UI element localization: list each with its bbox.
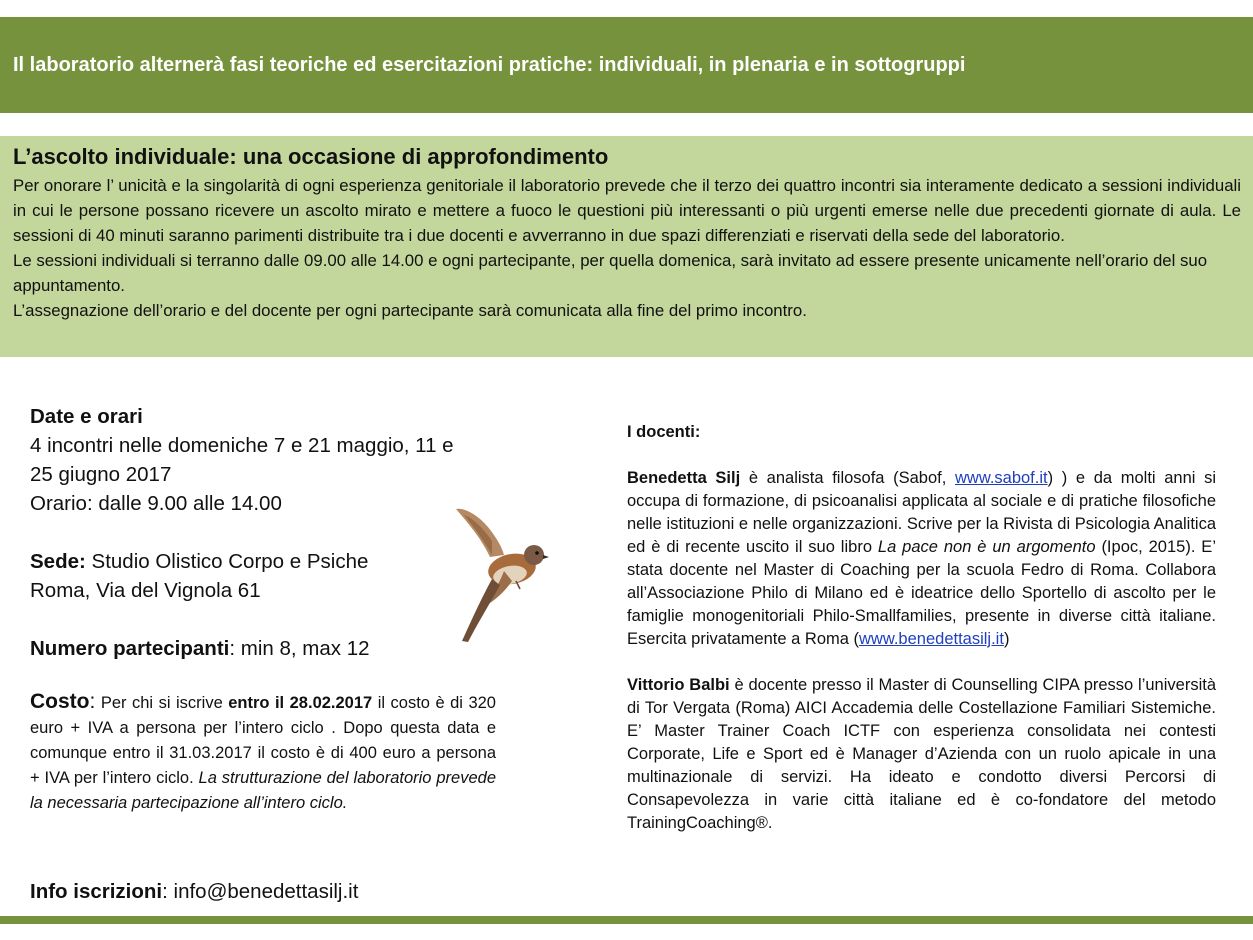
top-banner [0, 17, 1253, 113]
teacher-1-text-b: ) ) e da molti anni si occupa di formazione, di psicoanalisi applicata al sociale e di pratiche filosofiche nelle istituzioni e nelle organizzazioni. Scrive per la Rivista di Psicologia Analitica ed è di recente uscito il suo libro [627, 469, 1216, 556]
teacher-1-text-a: è analista filosofa (Sabof, [740, 469, 955, 487]
participants-value: : min 8, max 12 [229, 637, 370, 660]
listening-section [0, 136, 1253, 357]
listening-paragraph-3: L’assegnazione dell’orario e del docente per ogni partecipante sarà comunicata alla fine del primo incontro. [13, 301, 807, 320]
cost-deadline: entro il 28.02.2017 [228, 694, 373, 712]
cost-note: La strutturazione del laboratorio prevede la necessaria partecipazione all’intero ciclo. [30, 769, 496, 812]
listening-title: L’ascolto individuale: una occasione di approfondimento [13, 144, 609, 169]
teacher-1-text-d: ) [1003, 630, 1010, 648]
benedettasilj-link[interactable]: www.benedettasilj.it [859, 630, 1004, 648]
teacher-1-text-c: (Ipoc, 2015). E’ stata docente nel Master di Coaching per la scuola Fedro di Roma. Collabora all’Associazione Philo di Milano ed è ideatrice dello Sportello di ascolto per le famiglie monogenitoriali Philo-Smallfamilies, presente in diverse città italiane. Esercita privatamente a Roma ( [627, 538, 1216, 648]
listening-paragraph-1: Per onorare l’ unicità e la singolarità di ogni esperienza genitoriale il laboratorio prevede che il terzo dei quattro incontri sia interamente dedicato a sessioni individuali in cui le persone possano ricevere un ascolto mirato e mettere a fuoco le questioni più interessanti o più urgenti emerse nelle due precedenti giornate di aula. Le sessioni di 40 minuti saranno parimenti distribuite tra i due docenti e avverranno in due spazi differenziati e riservati della sede del laboratorio. [13, 176, 1241, 245]
schedule-line-1: 4 incontri nelle domeniche 7 e 21 maggio, 11 e [30, 434, 454, 457]
cost-label: Costo [30, 690, 90, 713]
participants-label: Numero partecipanti [30, 637, 230, 660]
cost-text-1: Per chi si iscrive [95, 694, 229, 712]
cost-text-2: il costo è di 320 euro + IVA a persona per l’intero ciclo . Dopo questa data e comunque entro il 31.03.2017 il costo è di 400 euro a persona + IVA per l’intero ciclo. [30, 694, 496, 787]
schedule-line-2: 25 giugno 2017 [30, 463, 172, 486]
teacher-2-name: Vittorio Balbi [627, 676, 730, 694]
listening-paragraph-2: Le sessioni individuali si terranno dalle 09.00 alle 14.00 e ogni partecipante, per quella domenica, sarà invitato ad essere presente unicamente nell’orario del suo appuntamento. [13, 251, 1208, 295]
venue-label: Sede: [30, 550, 86, 573]
teachers-heading: I docenti: [627, 423, 701, 441]
teacher-1-bio [627, 467, 1216, 651]
banner-text: Il laboratorio alternerà fasi teoriche ed esercitazioni pratiche: individuali, in plenaria e in sottogruppi [13, 53, 966, 76]
teacher-1-name: Benedetta Silj [627, 469, 741, 487]
schedule-hours: Orario: dalle 9.00 alle 14.00 [30, 492, 282, 515]
teacher-1-book-title: La pace non è un argomento [877, 538, 1096, 556]
teacher-2-text: è docente presso il Master di Counselling CIPA presso l’università di Tor Vergata (Roma) AICI Accademia delle Costellazione Familiari Sistemiche. E’ Master Trainer Coach ICTF con esperienza consolidata nei contesti Corporate, Life e Sport ed è Manager d’Azienda con un ruolo apicale in una multinazionale di servizi. Ha ideato e condotto diversi Percorsi di Consapevolezza in varie città italiane ed è co-fondatore del metodo TrainingCoaching®. [627, 676, 1216, 832]
footer-bar [0, 916, 1253, 924]
cost-paragraph [30, 689, 496, 816]
info-label: Info iscrizioni [30, 880, 163, 903]
teacher-2-bio [627, 674, 1216, 835]
venue-name: Studio Olistico Corpo e Psiche [85, 550, 369, 573]
sabof-link[interactable]: www.sabof.it [954, 469, 1048, 487]
cost-colon: : [89, 690, 96, 713]
venue-address: Roma, Via del Vignola 61 [30, 579, 261, 602]
schedule-heading: Date e orari [30, 405, 143, 428]
teachers-section [627, 421, 1216, 835]
sparrow-in-flight-icon [412, 485, 572, 650]
info-email: : info@benedettasilj.it [162, 880, 359, 903]
info-line [30, 877, 358, 907]
